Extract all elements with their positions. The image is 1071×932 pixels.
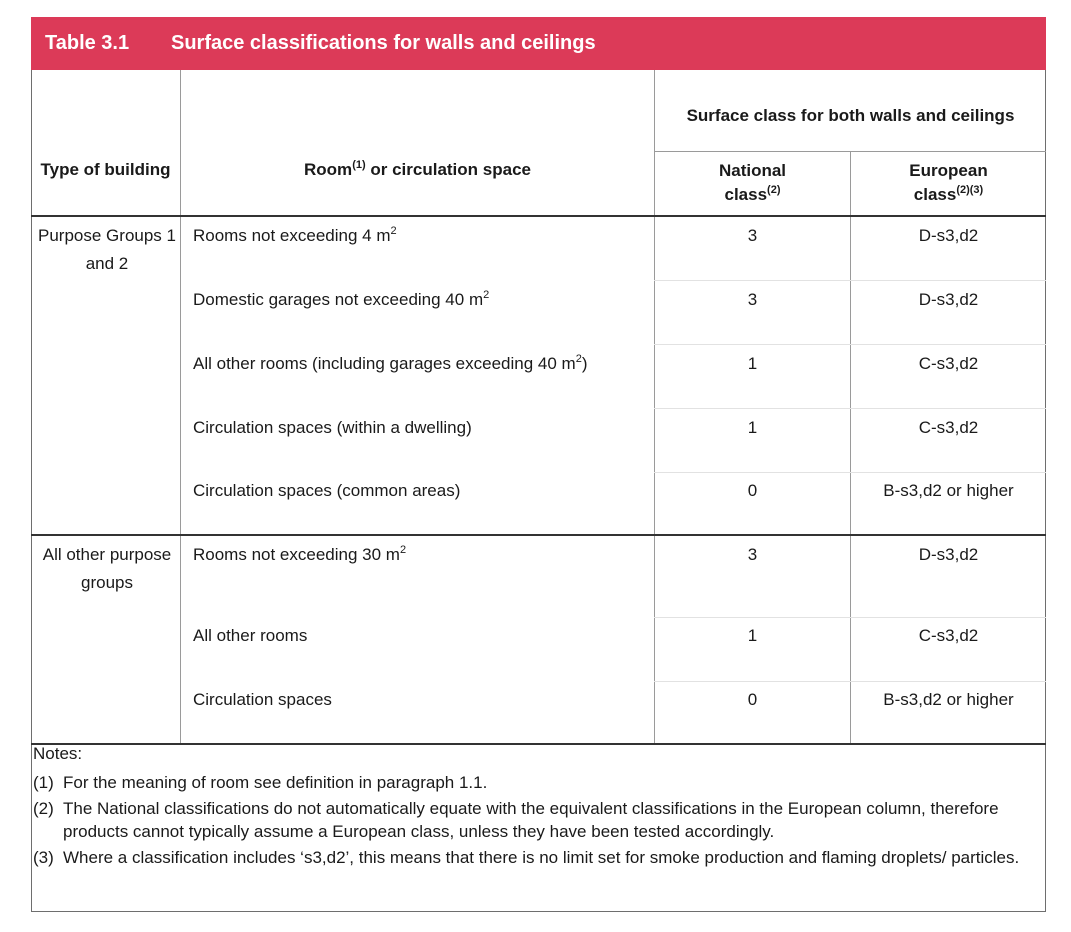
divider — [654, 617, 1046, 618]
group-type-purpose-groups-1-2: Purpose Groups 1 and 2 — [38, 226, 176, 273]
row-european: C-s3,d2 — [918, 626, 979, 645]
note-item — [33, 771, 1038, 794]
divider — [654, 472, 1046, 473]
table-title-bar — [31, 17, 1046, 70]
table-number: Table 3.1 — [45, 32, 130, 54]
row-room: Rooms not exceeding 4 $m^2$ — [193, 225, 397, 245]
note-key: (3) — [33, 848, 54, 867]
row-national: 3 — [747, 545, 758, 564]
note-text: Where a classification includes ‘s3,d2’, this means that there is no limit set for smoke production and flaming droplets/ particles. — [63, 848, 1020, 867]
row-room: Circulation spaces (within a dwelling) — [193, 418, 472, 437]
row-national: 3 — [747, 290, 758, 309]
divider — [654, 151, 1046, 152]
note-text: The National classifications do not automatically equate with the equivalent classifications in the European column, therefore products cannot typically assume a European class, unless they have been tested accordingly. — [63, 799, 999, 841]
header-european-class: European class$^{(2)(3)}$ — [909, 161, 988, 204]
table-title: Surface classifications for walls and ceilings — [171, 32, 596, 54]
note-key: (1) — [33, 773, 54, 792]
note-item — [33, 797, 1038, 843]
row-national: 0 — [747, 690, 758, 709]
header-national-class: National class$^{(2)}$ — [718, 161, 787, 204]
header-room: Room$^{(1)}$ or circulation space — [304, 159, 531, 179]
row-room: Circulation spaces — [193, 690, 332, 709]
note-key: (2) — [33, 799, 54, 818]
note-text: For the meaning of room see definition in paragraph 1.1. — [63, 773, 488, 792]
row-european: C-s3,d2 — [918, 418, 979, 437]
notes-title: Notes: — [33, 744, 83, 763]
divider — [654, 408, 1046, 409]
divider — [31, 215, 1046, 217]
header-type-of-building: Type of building — [40, 160, 171, 179]
row-national: 3 — [747, 226, 758, 245]
divider — [654, 344, 1046, 345]
divider — [654, 280, 1046, 281]
row-room: Domestic garages not exceeding 40 $m^2$ — [193, 289, 490, 309]
header-surface-class: Surface class for both walls and ceilings — [686, 106, 1015, 125]
row-national: 0 — [747, 481, 758, 500]
note-item — [33, 846, 1038, 869]
row-national: 1 — [747, 626, 758, 645]
row-european: D-s3,d2 — [918, 545, 979, 564]
row-european: B-s3,d2 or higher — [883, 690, 1014, 709]
row-room: Rooms not exceeding 30 $m^2$ — [193, 544, 407, 564]
row-room: All other rooms (including garages exceeding 40 $m^2$) — [193, 353, 588, 373]
group-type-all-other-purpose-groups: All other purpose groups — [42, 545, 172, 592]
row-european: D-s3,d2 — [918, 226, 979, 245]
row-national: 1 — [747, 354, 758, 373]
divider — [31, 534, 1046, 536]
row-room: Circulation spaces (common areas) — [193, 481, 461, 500]
row-national: 1 — [747, 418, 758, 437]
divider — [654, 681, 1046, 682]
row-european: D-s3,d2 — [918, 290, 979, 309]
row-european: B-s3,d2 or higher — [883, 481, 1014, 500]
row-room: All other rooms — [193, 626, 308, 645]
row-european: C-s3,d2 — [918, 354, 979, 373]
notes-section — [33, 742, 1038, 872]
